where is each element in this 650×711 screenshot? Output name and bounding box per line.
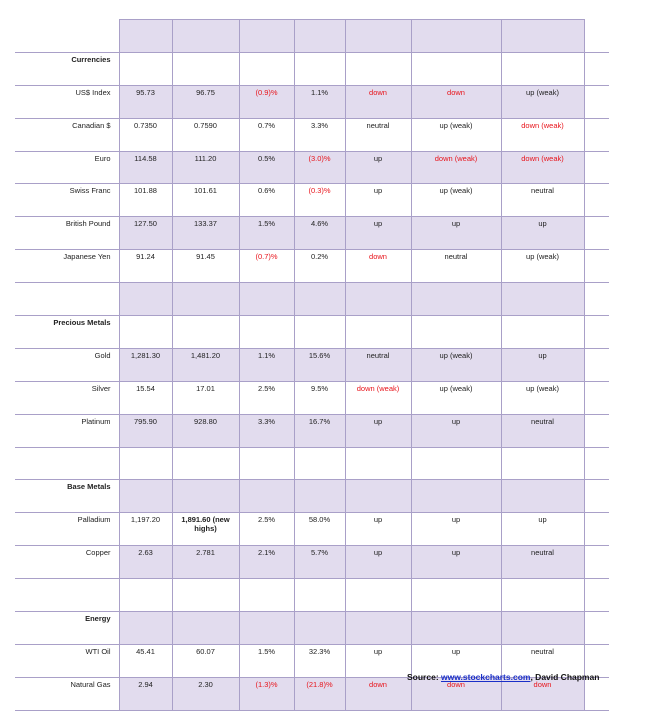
table-cell: 2.1% xyxy=(239,546,294,579)
table-cell: (0.7)% xyxy=(239,250,294,283)
table-cell: up xyxy=(345,414,411,447)
table-cell: up xyxy=(501,513,584,546)
table-cell: up xyxy=(411,546,501,579)
table-cell: 2.5% xyxy=(239,513,294,546)
table-cell: up xyxy=(345,513,411,546)
table-cell xyxy=(172,612,239,645)
table-cell: up xyxy=(345,546,411,579)
table-cell: 101.88 xyxy=(119,184,172,217)
table-body xyxy=(15,20,609,711)
table-cell: up xyxy=(411,217,501,250)
table-cell: neutral xyxy=(501,184,584,217)
table-cell xyxy=(172,480,239,513)
table-edge-cell xyxy=(584,151,609,184)
table-cell xyxy=(172,283,239,316)
table-cell: down xyxy=(411,85,501,118)
source-link[interactable]: www.stockcharts.com xyxy=(441,672,531,682)
table-cell xyxy=(294,20,345,53)
table-row xyxy=(15,217,609,250)
table-cell xyxy=(411,283,501,316)
row-label: Canadian $ xyxy=(15,118,119,151)
table-cell: up (weak) xyxy=(501,250,584,283)
table-cell: down (weak) xyxy=(501,118,584,151)
table-edge-cell xyxy=(584,184,609,217)
table-cell xyxy=(239,480,294,513)
table-row xyxy=(15,414,609,447)
table-cell xyxy=(294,52,345,85)
table-cell xyxy=(119,316,172,349)
table-cell: 2.781 xyxy=(172,546,239,579)
table-cell: up xyxy=(345,644,411,677)
table-row xyxy=(15,546,609,579)
table-cell: up xyxy=(411,513,501,546)
table-cell: (0.3)% xyxy=(294,184,345,217)
table-cell: neutral xyxy=(501,546,584,579)
table-cell xyxy=(172,579,239,612)
table-cell xyxy=(501,480,584,513)
table-cell xyxy=(411,579,501,612)
table-edge-cell xyxy=(584,316,609,349)
spacer-row xyxy=(15,20,609,53)
table-cell: up (weak) xyxy=(411,348,501,381)
table-edge-cell xyxy=(584,414,609,447)
table-cell xyxy=(172,52,239,85)
table-cell: 15.6% xyxy=(294,348,345,381)
table-cell xyxy=(501,612,584,645)
section-title: Precious Metals xyxy=(15,316,119,349)
table-cell: 58.0% xyxy=(294,513,345,546)
row-label xyxy=(15,447,119,480)
table-cell xyxy=(345,447,411,480)
table-row xyxy=(15,348,609,381)
table-cell xyxy=(501,579,584,612)
table-cell: up (weak) xyxy=(411,118,501,151)
table-cell: 2.63 xyxy=(119,546,172,579)
table-row xyxy=(15,381,609,414)
section-title: Energy xyxy=(15,612,119,645)
table-cell: 2.5% xyxy=(239,381,294,414)
table-cell: 9.5% xyxy=(294,381,345,414)
table-cell xyxy=(172,316,239,349)
table-edge-cell xyxy=(584,217,609,250)
table-cell: neutral xyxy=(501,644,584,677)
row-label: Silver xyxy=(15,381,119,414)
table-cell: 91.45 xyxy=(172,250,239,283)
table-row xyxy=(15,85,609,118)
table-cell xyxy=(501,52,584,85)
table-cell: down xyxy=(345,677,411,710)
table-edge-cell xyxy=(584,20,609,53)
row-label: US$ Index xyxy=(15,85,119,118)
table-cell: 60.07 xyxy=(172,644,239,677)
table-cell: up (weak) xyxy=(501,381,584,414)
source-prefix: Source: xyxy=(407,672,442,682)
table-cell xyxy=(411,20,501,53)
row-label: WTI Oil xyxy=(15,644,119,677)
table-cell: 928.80 xyxy=(172,414,239,447)
row-label: Palladium xyxy=(15,513,119,546)
table-cell: down xyxy=(345,85,411,118)
table-cell xyxy=(345,52,411,85)
spacer-row xyxy=(15,579,609,612)
table-cell xyxy=(294,612,345,645)
section-title: Base Metals xyxy=(15,480,119,513)
table-cell: 127.50 xyxy=(119,217,172,250)
source-credit xyxy=(407,672,599,682)
table-cell: 15.54 xyxy=(119,381,172,414)
table-cell: down (weak) xyxy=(501,151,584,184)
table-cell: 3.3% xyxy=(239,414,294,447)
table-edge-cell xyxy=(584,283,609,316)
section-header-row xyxy=(15,52,609,85)
row-label xyxy=(15,20,119,53)
table-cell: down xyxy=(501,677,584,710)
table-cell: up xyxy=(411,414,501,447)
table-cell xyxy=(501,447,584,480)
section-header-row xyxy=(15,612,609,645)
table-cell xyxy=(239,52,294,85)
table-cell xyxy=(239,579,294,612)
table-cell: 91.24 xyxy=(119,250,172,283)
table-edge-cell xyxy=(584,85,609,118)
table-cell: down (weak) xyxy=(345,381,411,414)
table-row xyxy=(15,677,609,710)
row-label xyxy=(15,283,119,316)
table-row xyxy=(15,184,609,217)
table-cell xyxy=(501,316,584,349)
table-cell xyxy=(294,283,345,316)
table-cell: 1.5% xyxy=(239,644,294,677)
table-edge-cell xyxy=(584,579,609,612)
table-cell xyxy=(172,447,239,480)
table-cell: 5.7% xyxy=(294,546,345,579)
table-cell xyxy=(239,447,294,480)
table-cell xyxy=(294,579,345,612)
table-cell: 1.1% xyxy=(294,85,345,118)
table-cell xyxy=(345,283,411,316)
table-edge-cell xyxy=(584,250,609,283)
table-cell: 1,197.20 xyxy=(119,513,172,546)
row-label: British Pound xyxy=(15,217,119,250)
table-cell: 3.3% xyxy=(294,118,345,151)
table-cell: (3.0)% xyxy=(294,151,345,184)
row-label: Euro xyxy=(15,151,119,184)
table-cell xyxy=(345,316,411,349)
table-edge-cell xyxy=(584,447,609,480)
table-cell: 32.3% xyxy=(294,644,345,677)
table-cell: 2.94 xyxy=(119,677,172,710)
table-cell: up xyxy=(345,184,411,217)
table-cell: 45.41 xyxy=(119,644,172,677)
table-row xyxy=(15,250,609,283)
table-cell: 0.5% xyxy=(239,151,294,184)
table-edge-cell xyxy=(584,348,609,381)
table-cell: neutral xyxy=(501,414,584,447)
row-label: Natural Gas xyxy=(15,677,119,710)
table-cell: (1.3)% xyxy=(239,677,294,710)
table-cell: up (weak) xyxy=(411,381,501,414)
table-edge-cell xyxy=(584,52,609,85)
table-cell: 95.73 xyxy=(119,85,172,118)
table-cell: up (weak) xyxy=(501,85,584,118)
table-cell xyxy=(239,20,294,53)
source-suffix: , David Chapman xyxy=(530,672,600,682)
table-cell: (0.9)% xyxy=(239,85,294,118)
table-cell: 0.2% xyxy=(294,250,345,283)
table-cell: 0.7590 xyxy=(172,118,239,151)
table-cell xyxy=(411,480,501,513)
table-cell: down (weak) xyxy=(411,151,501,184)
row-label: Japanese Yen xyxy=(15,250,119,283)
table-cell: 1.5% xyxy=(239,217,294,250)
table-cell xyxy=(345,612,411,645)
table-cell: down xyxy=(345,250,411,283)
table-cell: neutral xyxy=(411,250,501,283)
row-label: Gold xyxy=(15,348,119,381)
table-cell xyxy=(119,447,172,480)
table-cell: 795.90 xyxy=(119,414,172,447)
table-cell xyxy=(501,283,584,316)
row-label: Swiss Franc xyxy=(15,184,119,217)
table-cell: up xyxy=(345,217,411,250)
table-cell: 1,481.20 xyxy=(172,348,239,381)
spacer-row xyxy=(15,283,609,316)
table-cell: up xyxy=(501,217,584,250)
table-cell xyxy=(119,612,172,645)
table-cell xyxy=(411,612,501,645)
table-edge-cell xyxy=(584,118,609,151)
table-cell: 0.7350 xyxy=(119,118,172,151)
table-cell: up xyxy=(411,644,501,677)
table-cell xyxy=(119,579,172,612)
market-summary-table xyxy=(15,19,609,711)
table-cell xyxy=(119,20,172,53)
table-cell: 1,891.60 (new highs) xyxy=(172,513,239,546)
table-cell xyxy=(411,316,501,349)
table-cell xyxy=(294,480,345,513)
table-row xyxy=(15,118,609,151)
table-cell xyxy=(501,20,584,53)
table-row xyxy=(15,513,609,546)
table-cell: 114.58 xyxy=(119,151,172,184)
row-label: Copper xyxy=(15,546,119,579)
table-cell xyxy=(345,579,411,612)
table-cell: 96.75 xyxy=(172,85,239,118)
table-cell xyxy=(239,283,294,316)
table-cell: 4.6% xyxy=(294,217,345,250)
table-cell: 0.6% xyxy=(239,184,294,217)
table-cell xyxy=(239,612,294,645)
section-title: Currencies xyxy=(15,52,119,85)
table-cell xyxy=(239,316,294,349)
section-header-row xyxy=(15,480,609,513)
table-edge-cell xyxy=(584,677,609,710)
table-cell: neutral xyxy=(345,118,411,151)
table-cell xyxy=(411,52,501,85)
table-edge-cell xyxy=(584,612,609,645)
table-cell xyxy=(345,480,411,513)
table-cell: 1,281.30 xyxy=(119,348,172,381)
table-cell xyxy=(345,20,411,53)
table-cell xyxy=(119,283,172,316)
table-cell xyxy=(294,316,345,349)
table-cell: 133.37 xyxy=(172,217,239,250)
table-cell xyxy=(294,447,345,480)
table-cell: up xyxy=(345,151,411,184)
row-label xyxy=(15,579,119,612)
table-cell: 2.30 xyxy=(172,677,239,710)
table-cell: 101.61 xyxy=(172,184,239,217)
table-row xyxy=(15,151,609,184)
table-cell xyxy=(411,447,501,480)
table-cell: 111.20 xyxy=(172,151,239,184)
table-cell: 17.01 xyxy=(172,381,239,414)
row-label: Platinum xyxy=(15,414,119,447)
table-cell: 0.7% xyxy=(239,118,294,151)
table-edge-cell xyxy=(584,513,609,546)
section-header-row xyxy=(15,316,609,349)
table-cell: 16.7% xyxy=(294,414,345,447)
table-cell xyxy=(172,20,239,53)
table-cell: 1.1% xyxy=(239,348,294,381)
table-cell xyxy=(119,52,172,85)
spacer-row xyxy=(15,447,609,480)
table-edge-cell xyxy=(584,381,609,414)
table-cell: up (weak) xyxy=(411,184,501,217)
table-cell: neutral xyxy=(345,348,411,381)
table-cell xyxy=(119,480,172,513)
table-edge-cell xyxy=(584,546,609,579)
table-edge-cell xyxy=(584,480,609,513)
table-cell: down xyxy=(411,677,501,710)
table-cell: up xyxy=(501,348,584,381)
table-cell: (21.8)% xyxy=(294,677,345,710)
